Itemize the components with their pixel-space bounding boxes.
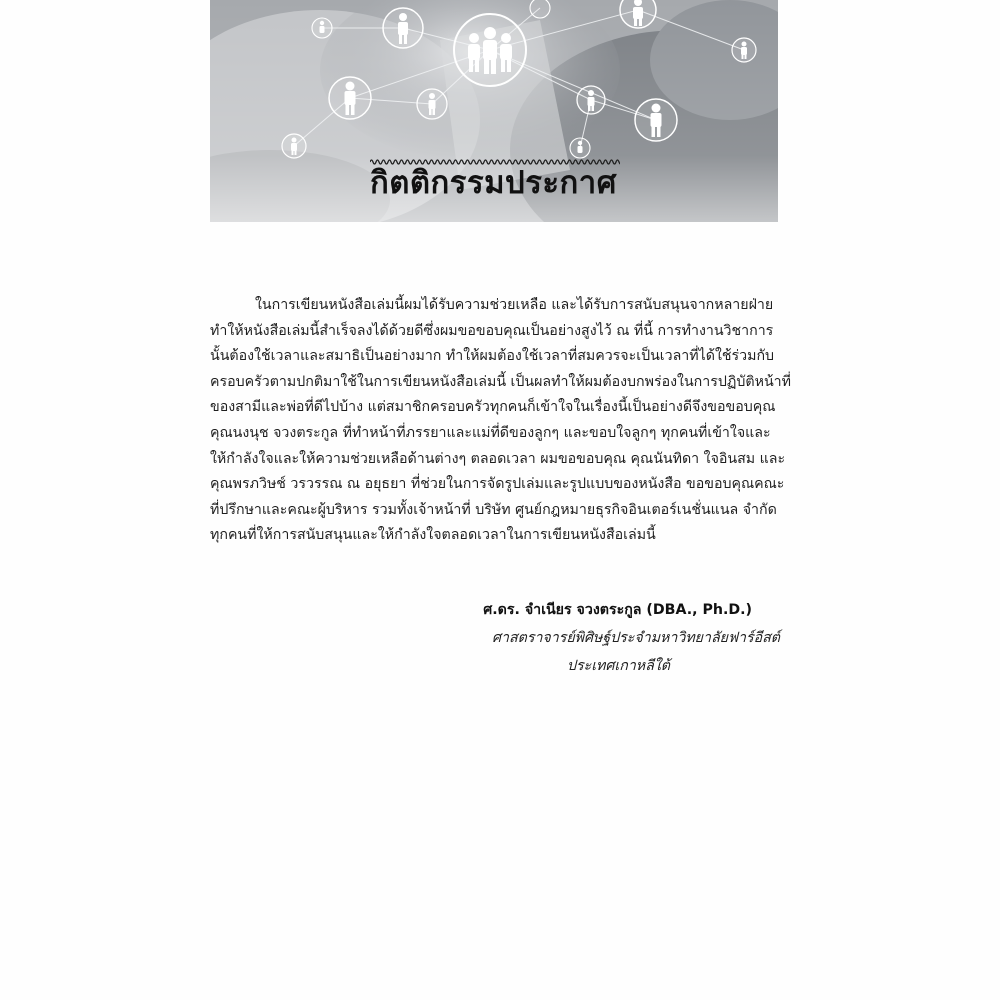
- signature-block: [400, 596, 780, 680]
- page-title: กิตติกรรมประกาศ: [370, 165, 617, 201]
- author-title: ศาสตราจารย์พิศิษฐ์ประจำมหาวิทยาลัยฟาร์อีสต์: [491, 630, 780, 646]
- paragraph-line: คุณพรภวิษช์ วรวรรณ ณ อยุธยา ที่ช่วยในการจัดรูปเล่มและรูปแบบของหนังสือ ขอขอบคุณคณะ: [210, 476, 785, 493]
- heading-block: [370, 157, 620, 209]
- paragraph-line: คุณนงนุช จวงตระกูล ที่ทำหน้าที่ภรรยาและแม่ที่ดีของลูกๆ และขอบใจลูกๆ ทุกคนที่เข้าใจและ: [210, 424, 771, 441]
- header-banner-image: [210, 0, 778, 222]
- paragraph-line: ในการเขียนหนังสือเล่มนี้ผมได้รับความช่วยเหลือ และได้รับการสนับสนุนจากหลายฝ่าย: [255, 297, 774, 313]
- paragraph-line: ทุกคนที่ให้การสนับสนุนและให้กำลังใจตลอดเวลาในการเขียนหนังสือเล่มนี้: [210, 527, 656, 544]
- acknowledgement-body: [210, 293, 790, 549]
- paragraph-line: ครอบครัวตามปกติมาใช้ในการเขียนหนังสือเล่มนี้ เป็นผลทำให้ผมต้องบกพร่องในการปฏิบัติหน้าที่: [210, 373, 791, 390]
- paragraph-line: ของสามีและพ่อที่ดีไปบ้าง แต่สมาชิกครอบครัวทุกคนก็เข้าใจในเรื่องนี้เป็นอย่างดีจึงขอขอบคุณ: [210, 399, 776, 416]
- paragraph-line: นั้นต้องใช้เวลาและสมาธิเป็นอย่างมาก ทำให้ผมต้องใช้เวลาที่สมควรจะเป็นเวลาที่ได้ใช้ร่วมกับ: [210, 348, 775, 365]
- paragraph-line: ให้กำลังใจและให้ความช่วยเหลือด้านต่างๆ ตลอดเวลา ผมขอขอบคุณ คุณนันทิดา ใจอินสม และ: [210, 450, 786, 467]
- author-name: ศ.ดร. จำเนียร จวงตระกูล (DBA., Ph.D.): [483, 602, 752, 618]
- paragraph-line: ทำให้หนังสือเล่มนี้สำเร็จลงได้ด้วยดีซึ่งผมขอขอบคุณเป็นอย่างสูงไว้ ณ ที่นี้ การทำงานวิชาการ: [210, 322, 774, 339]
- squiggle-underline-icon: [370, 157, 620, 167]
- author-country: ประเทศเกาหลีใต้: [566, 658, 670, 674]
- paragraph-line: ที่ปรึกษาและคณะผู้บริหาร รวมทั้งเจ้าหน้าที่ บริษัท ศูนย์กฎหมายธุรกิจอินเตอร์เนชั่นแนล จำกัด: [210, 501, 777, 518]
